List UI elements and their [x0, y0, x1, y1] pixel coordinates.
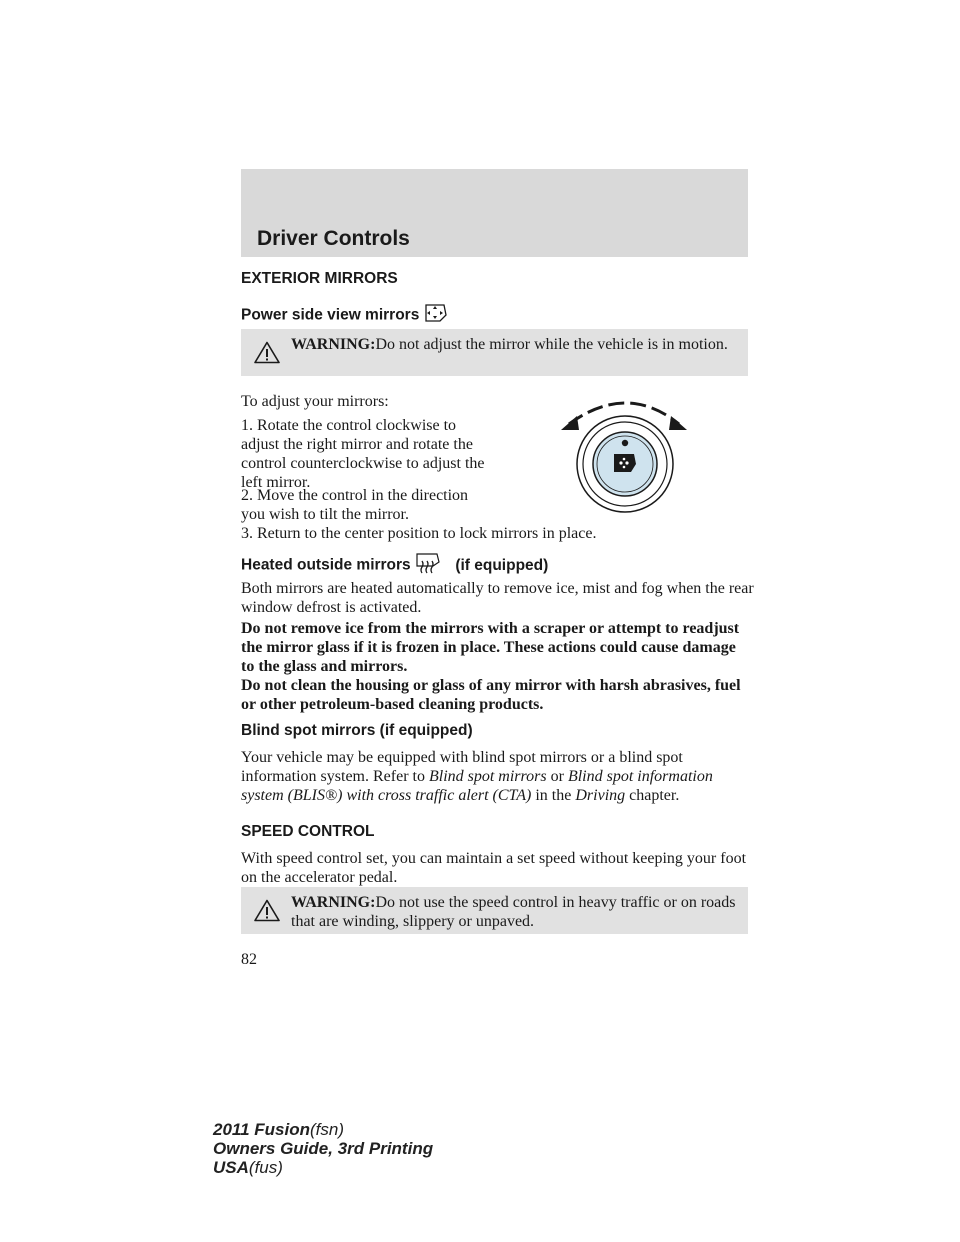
blind-spot-text-part: Your vehicle may be equipped with blind spot mirrors or a blind spot information system. Refer to: [241, 749, 683, 785]
document-footer: [213, 1120, 433, 1177]
mirror-control-icon: [424, 302, 448, 329]
speed-control-text: With speed control set, you can maintain a set speed without keeping your foot on the accelerator pedal.: [241, 850, 747, 886]
blind-spot-ref-mirrors: Blind spot mirrors: [428, 768, 547, 785]
footer-line-model: [213, 1120, 433, 1139]
heated-mirrors-caution-2: Do not clean the housing or glass of any mirror with harsh abrasives, fuel or other petroleum-based cleaning products.: [241, 677, 741, 713]
warning-message: Do not use the speed control in heavy traffic or on roads that are winding, slippery or unpaved.: [291, 894, 736, 930]
mirror-control-knob-diagram: [555, 392, 695, 516]
footer-market: USA: [213, 1158, 249, 1177]
chapter-title: Driver Controls: [257, 227, 410, 250]
heated-mirrors-title: Heated outside mirrors: [241, 556, 411, 574]
power-mirrors-title: Power side view mirrors: [241, 306, 420, 324]
mirrors-intro: To adjust your mirrors:: [241, 393, 389, 410]
blind-spot-ref-blis: Blind spot information system (BLIS®) with cross traffic alert (CTA): [241, 768, 713, 804]
footer-model-code: (fsn): [310, 1120, 344, 1139]
chapter-header: [241, 169, 748, 257]
warning-message: Do not adjust the mirror while the vehicle is in motion.: [375, 336, 728, 353]
footer-model: 2011 Fusion: [213, 1120, 310, 1139]
warning-label: WARNING:: [291, 894, 376, 911]
rear-defrost-icon: [415, 552, 441, 579]
mirror-step-3: 3. Return to the center position to lock mirrors in place.: [241, 525, 597, 542]
mirror-step-2: 2. Move the control in the direction you wish to tilt the mirror.: [241, 487, 469, 523]
footer-guide: Owners Guide, 3rd Printing: [213, 1139, 434, 1158]
blind-spot-ref-driving: Driving: [575, 787, 626, 804]
page-number: 82: [241, 951, 257, 968]
warning-text-speed-control: [291, 893, 736, 931]
mirror-step-1: 1. Rotate the control clockwise to adjust the right mirror and rotate the control counterclockwise to adjust the left mirror.: [241, 417, 485, 491]
heated-mirrors-text: Both mirrors are heated automatically to remove ice, mist and fog when the rear window defrost is activated.: [241, 580, 754, 616]
blind-spot-text-in: in the: [535, 787, 572, 804]
blind-spot-text: [241, 748, 746, 805]
subheading-power-side-view-mirrors: [241, 302, 448, 329]
subheading-blind-spot-mirrors: Blind spot mirrors (if equipped): [241, 722, 473, 739]
warning-text-mirror: [291, 335, 736, 354]
warning-triangle-icon: [254, 341, 280, 364]
subheading-heated-outside-mirrors: [241, 552, 548, 579]
blind-spot-text-or: or: [550, 768, 564, 785]
footer-line-market: [213, 1158, 433, 1177]
warning-box-speed-control: [241, 887, 748, 934]
footer-market-code: (fus): [248, 1158, 283, 1177]
heated-mirrors-caution-1: Do not remove ice from the mirrors with a scraper or attempt to readjust the mirror glass if it is frozen in place. These actions could cause damage to the glass and mirrors.: [241, 620, 740, 675]
warning-triangle-icon: [254, 899, 280, 922]
blind-spot-text-end: chapter.: [629, 787, 680, 804]
section-heading-speed-control: SPEED CONTROL: [241, 823, 375, 840]
warning-box-mirror: [241, 329, 748, 376]
heated-mirrors-if-equipped: (if equipped): [455, 556, 549, 574]
warning-label: WARNING:: [291, 336, 376, 353]
section-heading-exterior-mirrors: EXTERIOR MIRRORS: [241, 270, 398, 287]
